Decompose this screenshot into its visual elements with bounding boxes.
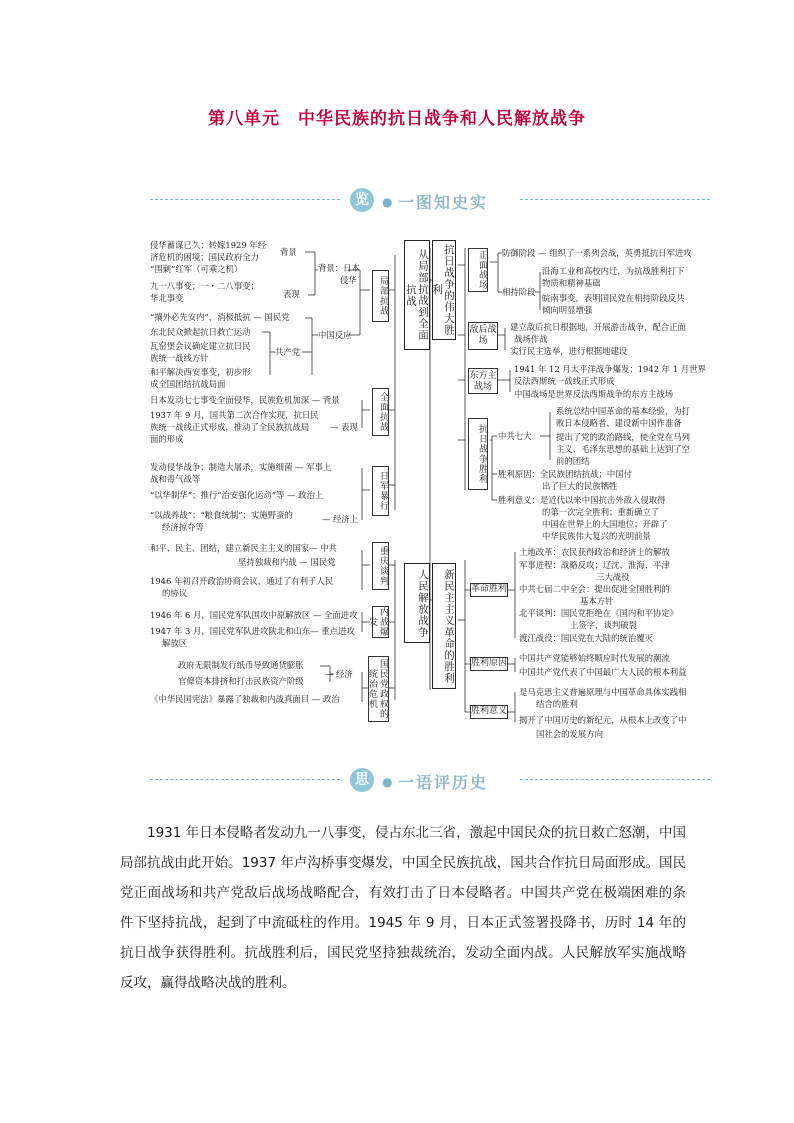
left-label: — 经济上: [322, 514, 359, 524]
left-text: 1946 年初召开政治协商会议，通过了有利于人民: [150, 576, 334, 586]
right-text: 败日本侵略者、建设新中国作准备: [556, 418, 682, 428]
left-label: 中国反应: [318, 330, 352, 340]
right-label: 相持阶段: [502, 287, 536, 297]
right-text: 中国在世界上的大国地位；开辟了: [542, 519, 668, 529]
right-text: 实行民主选举，进行根据地建设: [510, 346, 628, 356]
right-text: 是马克思主义普遍原理与中国革命具体实践相: [519, 687, 687, 697]
summary-paragraph: 1931 年日本侵略者发动九一八事变，侵占东北三省，激起中国民众的抗日救亡怒潮，中国局部抗战由此开始。1937 年卢沟桥事变爆发，中国全民族抗战，国共合作抗日局面形成。国民党正面战场和共产党敌后战场战略配合，有效打击了日本侵略者。中国共产党在极端困难的条件下坚持抗战，起到了中流砥柱的作用。1945 年 9 月，日本正式签署投降书，历时 14 年的抗日战争获得胜利。抗战胜利后，国民党坚持独裁统治，发动全面内战。人民解放军实施战略反攻，赢得战略决战的胜利。: [120, 825, 686, 991]
center-box-new-democratic-victory: 新民主主义革命的胜利: [432, 563, 456, 689]
left-label: 共产党: [275, 347, 301, 357]
right-text: 三大战役: [596, 572, 630, 582]
left-text: 战和毒气战等: [150, 474, 201, 484]
right-text: 结合的胜利: [536, 699, 578, 709]
right-text: 沿海工业和高校内迁，为抗战胜利打下: [542, 266, 685, 276]
left-text: 瓦窑堡会议确定建立抗日民: [150, 341, 251, 351]
left-text: 成全国团结抗战局面: [150, 379, 226, 389]
left-text: 九一八事变；一・二八事变；: [150, 281, 259, 291]
right-text: 胜利原因：全民族团结抗战；中国付: [498, 469, 632, 479]
right-text: 中国共产党代表了中国最广大人民的根本利益: [519, 667, 687, 677]
left-text: 政府无限制发行纸币导致通货膨胀: [178, 660, 304, 670]
right-text: 物质和精神基础: [542, 278, 601, 288]
left-label: — 表现: [330, 422, 358, 432]
box-civil-war: 内战爆发: [367, 607, 388, 637]
right-text: 胜利意义：是近代以来中国抗击外敌入侵取得: [498, 495, 666, 505]
right-text: 系统总结中国革命的基本经验，为打: [556, 406, 690, 416]
left-text: 的协议: [162, 588, 188, 598]
box-victory-meaning: 胜利意义: [470, 705, 508, 719]
right-text: 的第一次完全胜利；重新确立了: [542, 507, 660, 517]
right-text: 基本方针: [580, 596, 614, 606]
box-full-war: 全面抗战: [372, 388, 389, 436]
left-label: 背景: [280, 247, 297, 257]
box-front-battlefield: 正面战场: [468, 248, 488, 292]
left-text: 发动侵华战争；制造大屠杀，实施细菌 — 军事上: [150, 462, 332, 472]
right-text: 中国共产党能够始终顺应时代发展的潮流: [519, 653, 670, 663]
banner-line-left: [150, 779, 340, 780]
right-text: 1941 年 12 月太平洋战争爆发；1942 年 1 月世界: [514, 364, 706, 374]
left-text: “攘外必先安内”，消极抵抗 — 国民党: [150, 312, 290, 322]
right-text: 防御阶段 — 组织了一系列会战，英勇抵抗日军进攻: [502, 248, 692, 258]
right-text: 提出了党的政治路线，使全党在马列: [556, 432, 690, 442]
right-text: 军事进程：战略反攻；辽沈、淮海、平津: [519, 560, 670, 570]
box-revolution-victory: 革命胜利: [470, 583, 508, 597]
right-text: 土地改革：农民获得政治和经济上的解放: [519, 547, 670, 557]
left-label: 侵华: [340, 275, 357, 285]
left-text: 1937 年 9 月，国共第二次合作实现，抗日民: [150, 410, 319, 420]
right-text: 倾向明显增强: [542, 305, 593, 315]
box-victory-reason: 胜利原因: [470, 657, 508, 671]
banner-text: 一语评历史: [398, 773, 489, 792]
left-text: 1946 年 6 月，国民党军队围攻中原解放区 — 全面进攻: [150, 610, 358, 620]
right-text: 上签字，谈判破裂: [570, 620, 637, 630]
left-text: 族统一战线方针: [150, 353, 209, 363]
box-local-war: 局部抗战: [372, 270, 389, 322]
left-label: — 经济: [325, 669, 353, 679]
left-text: 1947 年 3 月，国民党军队进攻陕北和山东— 重点进攻: [150, 626, 355, 636]
box-japan-atrocities: 日军暴行: [372, 466, 389, 516]
right-text: 战场作战: [514, 334, 548, 344]
left-text: 日本发动七七事变全面侵华，民族危机加深 — 背景: [150, 395, 340, 405]
right-text: 国社会的发展方向: [536, 729, 603, 739]
right-text: 中共七届二中全会：提出促进全国胜利的: [519, 584, 670, 594]
right-text: 渡江战役：国民党在大陆的统治覆灭: [519, 633, 653, 643]
left-text: 东北民众掀起抗日救亡运动: [150, 327, 251, 337]
center-box-liberation-war: 人民解放战争: [404, 563, 430, 643]
left-text: 官僚资本排挤和打击民族资产阶级: [178, 676, 304, 686]
right-label: 中共七大: [498, 431, 532, 441]
box-war-victory: 抗日战争胜利: [468, 418, 488, 490]
box-east-main-battlefield: 东方主战场: [468, 368, 498, 394]
right-text: 揭开了中国历史的新纪元，从根本上改变了中: [519, 715, 687, 725]
left-text: 和平解决西安事变，初步形: [150, 367, 251, 377]
right-text: 中华民族伟大复兴的光明前景: [542, 531, 651, 541]
right-text: 出了巨大的民族牺牲: [542, 481, 618, 491]
left-text: 族统一战线正式形成，推动了全民族抗战局: [150, 422, 310, 432]
right-text: 主义、毛泽东思想的基础上达到了空: [556, 444, 690, 454]
left-text: “围剿”红军（可乘之机）: [150, 264, 243, 274]
section-banner-reflection: [150, 768, 710, 790]
left-text: “以战养战”；“粮食统制”；实施野蛮的: [150, 510, 293, 520]
left-text: 济危机的困境；国民政府全力: [150, 252, 259, 262]
left-text: “以华制华”；推行“治安强化运动”等 — 政治上: [150, 490, 324, 500]
left-text: 经济掠夺等: [162, 522, 204, 532]
left-text: 《中华民国宪法》暴露了独裁和内战真面目 — 政治: [150, 694, 340, 704]
box-rear-battlefield: 敌后战场: [468, 322, 498, 350]
right-text: 皖南事变，表明国民党在相持阶段反共: [542, 293, 685, 303]
banner-dot: ●: [382, 195, 393, 209]
page-title: 第八单元 中华民族的抗日战争和人民解放战争: [208, 109, 586, 129]
left-text: 坚持独裁和内战 — 国民党: [238, 557, 336, 567]
box-kmt-crisis: 国民党政权的统治危机: [368, 656, 389, 722]
banner-line-right: [520, 779, 710, 780]
box-chongqing-talks: 重庆谈判: [372, 542, 389, 590]
banner-dot: ●: [382, 775, 393, 789]
right-text: 前的团结: [556, 456, 590, 466]
banner-badge: 思: [350, 768, 374, 792]
left-text: 面的形成: [150, 434, 184, 444]
left-text: 和平、民主、团结，建立新民主主义的国家— 中共: [150, 543, 337, 553]
right-text: 反法西斯统一战线正式形成: [514, 376, 615, 386]
right-text: 建立敌后抗日根据地，开展游击战争，配合正面: [510, 322, 686, 332]
banner-badge: 览: [350, 188, 374, 212]
left-text: 解放区: [162, 638, 188, 648]
center-box-local-to-full: 从局部抗战到全面抗战: [404, 240, 430, 350]
left-text: 华北事变: [150, 293, 184, 303]
left-text: 侵华蓄谋已久；转嫁1929 年经: [150, 240, 267, 250]
left-label: 表现: [283, 289, 300, 299]
right-text: 中国战场是世界反法西斯战争的东方主战场: [514, 389, 674, 399]
left-label: 背景：日本: [318, 263, 360, 273]
right-text: 北平谈判：国民党拒绝在《国内和平协定》: [519, 608, 679, 618]
banner-text: 一图知史实: [398, 193, 489, 212]
center-box-anti-japan-victory: 抗日战争的伟大胜利: [432, 240, 456, 340]
